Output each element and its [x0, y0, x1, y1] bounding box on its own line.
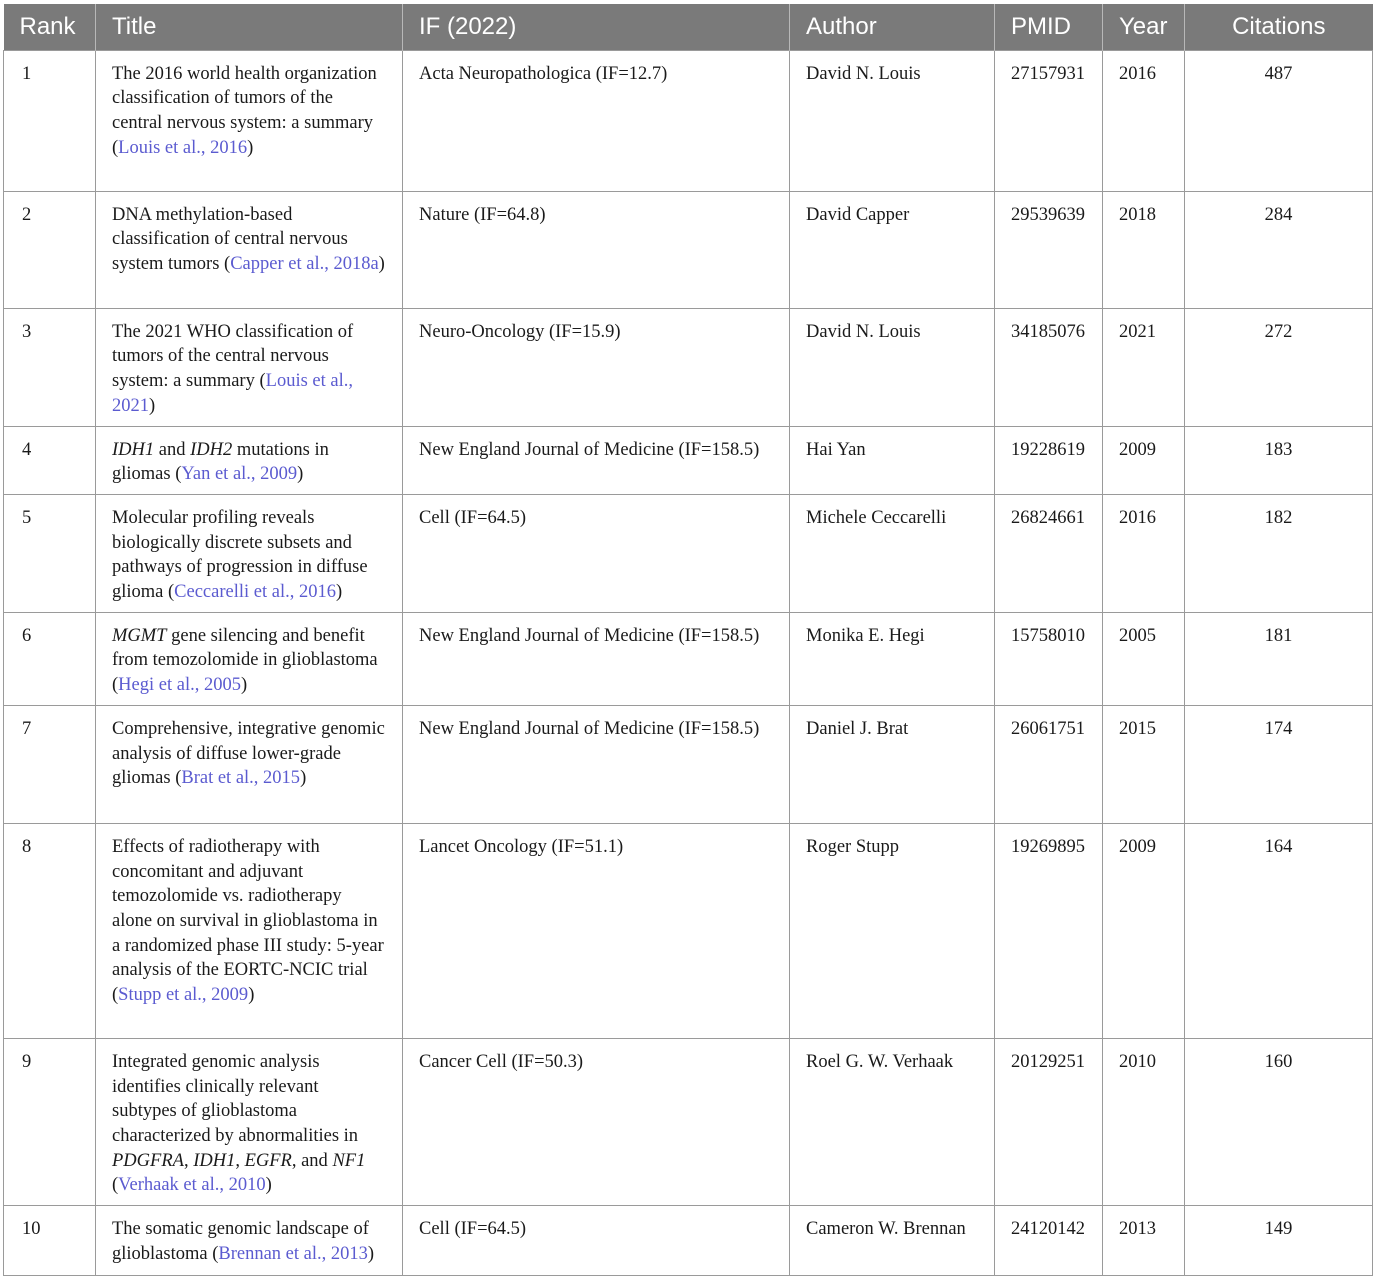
cell-pmid: 26061751 — [995, 705, 1103, 823]
cell-citations: 182 — [1185, 494, 1373, 612]
title-text: ) — [335, 582, 343, 603]
cell-title — [96, 191, 403, 308]
cell-rank: 4 — [4, 426, 96, 494]
cell-rank: 8 — [4, 823, 96, 1038]
cell-author: Monika E. Hegi — [790, 612, 995, 705]
cell-pmid: 26824661 — [995, 494, 1103, 612]
table-row — [4, 823, 1373, 1038]
cell-title — [96, 612, 403, 705]
cell-citations: 181 — [1185, 612, 1373, 705]
cell-rank: 2 — [4, 191, 96, 308]
header-impact-factor: IF (2022) — [403, 4, 790, 50]
header-rank: Rank — [4, 4, 96, 50]
cell-year: 2013 — [1103, 1206, 1185, 1276]
gene-name: IDH2 — [190, 439, 233, 460]
cell-journal: Cancer Cell (IF=50.3) — [403, 1038, 790, 1205]
cell-author: David N. Louis — [790, 50, 995, 191]
reference-link[interactable]: Brat et al., 2015 — [181, 768, 301, 789]
cell-pmid: 19228619 — [995, 426, 1103, 494]
title-text: The 2021 WHO classification of tumors of the central nervous system: a summary ( — [112, 321, 354, 391]
cell-year: 2016 — [1103, 50, 1185, 191]
cell-citations: 272 — [1185, 308, 1373, 426]
cell-year: 2021 — [1103, 308, 1185, 426]
title-text: Effects of radiotherapy with concomitant and adjuvant temozolomide vs. radiotherapy alone on survival in glioblastoma in a randomized phase III study: 5-year analysis of the EORTC-NCIC trial ( — [112, 836, 384, 1006]
table-row — [4, 308, 1373, 426]
cell-rank: 1 — [4, 50, 96, 191]
cell-title — [96, 705, 403, 823]
cell-pmid: 29539639 — [995, 191, 1103, 308]
cell-pmid: 24120142 — [995, 1206, 1103, 1276]
table-header — [4, 4, 1373, 50]
title-text: Comprehensive, integrative genomic analysis of diffuse lower-grade gliomas ( — [112, 718, 385, 789]
cell-title — [96, 823, 403, 1038]
cell-journal: New England Journal of Medicine (IF=158.5) — [403, 705, 790, 823]
title-text: ) — [149, 395, 156, 416]
gene-name: EGFR — [244, 1150, 292, 1171]
cell-journal: New England Journal of Medicine (IF=158.5) — [403, 612, 790, 705]
title-text: mutations in gliomas ( — [112, 439, 329, 485]
cell-author: Cameron W. Brennan — [790, 1206, 995, 1276]
citations-table — [3, 4, 1373, 1276]
title-text: ) — [240, 675, 248, 696]
cell-author: Hai Yan — [790, 426, 995, 494]
title-text: ) — [247, 137, 254, 158]
header-pmid: PMID — [995, 4, 1103, 50]
title-text: gene silencing and benefit from temozolomide in glioblastoma ( — [112, 625, 378, 696]
title-text: ( — [112, 1175, 119, 1196]
title-text: DNA methylation-based classification of central nervous system tumors ( — [112, 204, 348, 274]
gene-name: MGMT — [112, 625, 167, 646]
title-text: , and — [291, 1150, 333, 1171]
cell-citations: 183 — [1185, 426, 1373, 494]
cell-journal: Neuro-Oncology (IF=15.9) — [403, 308, 790, 426]
reference-link[interactable]: Louis et al., 2016 — [118, 137, 248, 158]
gene-name: IDH1 — [112, 439, 155, 460]
cell-rank: 3 — [4, 308, 96, 426]
cell-title — [96, 308, 403, 426]
table-row — [4, 612, 1373, 705]
title-text: ) — [265, 1175, 272, 1196]
cell-author: Daniel J. Brat — [790, 705, 995, 823]
reference-link[interactable]: Yan et al., 2009 — [181, 464, 298, 485]
title-text: ) — [378, 253, 385, 274]
table-body — [4, 50, 1373, 1276]
table-row — [4, 1038, 1373, 1205]
cell-year: 2018 — [1103, 191, 1185, 308]
title-text: ) — [297, 464, 304, 485]
table-row — [4, 1206, 1373, 1276]
cell-author: David Capper — [790, 191, 995, 308]
title-text: The 2016 world health organization classification of tumors of the central nervous system: a summary ( — [112, 63, 377, 158]
header-author: Author — [790, 4, 995, 50]
cell-pmid: 15758010 — [995, 612, 1103, 705]
cell-pmid: 27157931 — [995, 50, 1103, 191]
cell-journal: Acta Neuropathologica (IF=12.7) — [403, 50, 790, 191]
title-text: , — [235, 1150, 245, 1171]
reference-link[interactable]: Ceccarelli et al., 2016 — [174, 582, 336, 603]
table-row — [4, 50, 1373, 191]
reference-link[interactable]: Brennan et al., 2013 — [218, 1243, 368, 1264]
gene-name: PDGFRA — [112, 1150, 184, 1171]
reference-link[interactable]: Louis et al., 2021 — [112, 370, 353, 416]
cell-title — [96, 50, 403, 191]
cell-rank: 10 — [4, 1206, 96, 1276]
cell-citations: 149 — [1185, 1206, 1373, 1276]
title-text: ) — [248, 985, 255, 1006]
cell-year: 2010 — [1103, 1038, 1185, 1205]
cell-rank: 7 — [4, 705, 96, 823]
cell-citations: 160 — [1185, 1038, 1373, 1205]
gene-name: NF1 — [332, 1150, 366, 1171]
header-title: Title — [96, 4, 403, 50]
cell-year: 2009 — [1103, 426, 1185, 494]
cell-journal: Cell (IF=64.5) — [403, 494, 790, 612]
title-text: ) — [367, 1243, 375, 1264]
cell-author: Michele Ceccarelli — [790, 494, 995, 612]
cell-year: 2009 — [1103, 823, 1185, 1038]
reference-link[interactable]: Hegi et al., 2005 — [118, 675, 241, 696]
cell-author: David N. Louis — [790, 308, 995, 426]
title-text: , — [183, 1150, 194, 1171]
cell-pmid: 34185076 — [995, 308, 1103, 426]
cell-journal: Cell (IF=64.5) — [403, 1206, 790, 1276]
cell-rank: 6 — [4, 612, 96, 705]
cell-title — [96, 1206, 403, 1276]
cell-year: 2005 — [1103, 612, 1185, 705]
cell-citations: 487 — [1185, 50, 1373, 191]
reference-link[interactable]: Verhaak et al., 2010 — [118, 1175, 266, 1196]
reference-link[interactable]: Stupp et al., 2009 — [118, 985, 249, 1006]
table-row — [4, 426, 1373, 494]
cell-citations: 174 — [1185, 705, 1373, 823]
title-text: Integrated genomic analysis identifies clinically relevant subtypes of glioblastoma characterized by abnormalities in — [112, 1051, 359, 1146]
cell-citations: 284 — [1185, 191, 1373, 308]
table-row — [4, 191, 1373, 308]
cell-year: 2016 — [1103, 494, 1185, 612]
title-text: ) — [300, 768, 307, 789]
cell-rank: 5 — [4, 494, 96, 612]
table-row — [4, 705, 1373, 823]
title-text: Molecular profiling reveals biologically discrete subsets and pathways of progression in diffuse glioma ( — [112, 507, 368, 603]
header-citations: Citations — [1185, 4, 1373, 50]
table-row — [4, 494, 1373, 612]
cell-journal: Lancet Oncology (IF=51.1) — [403, 823, 790, 1038]
gene-name: IDH1 — [193, 1150, 236, 1171]
cell-pmid: 20129251 — [995, 1038, 1103, 1205]
cell-title — [96, 1038, 403, 1205]
title-text: The somatic genomic landscape of glioblastoma ( — [112, 1219, 369, 1264]
cell-journal: New England Journal of Medicine (IF=158.5) — [403, 426, 790, 494]
header-row — [4, 4, 1373, 50]
title-text: and — [154, 439, 191, 460]
cell-title — [96, 494, 403, 612]
cell-rank: 9 — [4, 1038, 96, 1205]
cell-pmid: 19269895 — [995, 823, 1103, 1038]
cell-year: 2015 — [1103, 705, 1185, 823]
reference-link[interactable]: Capper et al., 2018a — [230, 253, 379, 274]
header-year: Year — [1103, 4, 1185, 50]
cell-citations: 164 — [1185, 823, 1373, 1038]
cell-title — [96, 426, 403, 494]
cell-author: Roger Stupp — [790, 823, 995, 1038]
cell-author: Roel G. W. Verhaak — [790, 1038, 995, 1205]
cell-journal: Nature (IF=64.8) — [403, 191, 790, 308]
